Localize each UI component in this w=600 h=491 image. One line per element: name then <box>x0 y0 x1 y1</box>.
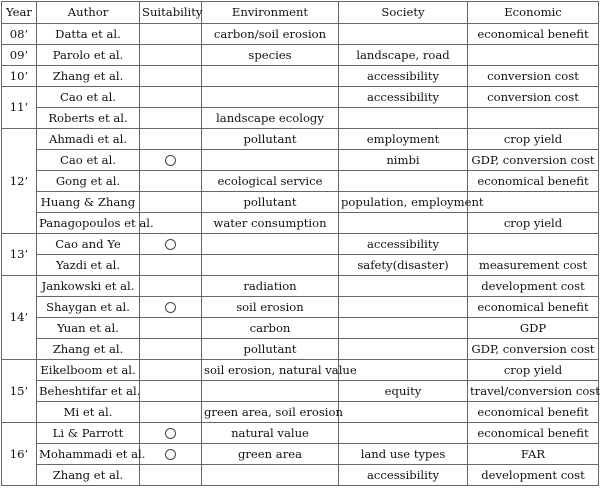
suitability-cell <box>140 465 202 486</box>
environment-cell: pollutant <box>202 339 339 360</box>
header-suitability: Suitability <box>140 2 202 24</box>
environment-cell: soil erosion, natural value <box>202 360 339 381</box>
environment-cell <box>202 87 339 108</box>
table-row <box>2 276 599 297</box>
table-row <box>2 381 599 402</box>
author-cell: Cao et al. <box>37 87 140 108</box>
society-cell <box>339 276 468 297</box>
economic-cell: development cost <box>468 465 599 486</box>
environment-cell: natural value <box>202 423 339 444</box>
society-cell <box>339 318 468 339</box>
year-cell: 11’ <box>2 87 37 129</box>
economic-cell: GDP <box>468 318 599 339</box>
header-environment: Environment <box>202 2 339 24</box>
author-cell: Li & Parrott <box>37 423 140 444</box>
author-cell: Yuan et al. <box>37 318 140 339</box>
table-row <box>2 255 599 276</box>
author-cell: Yazdi et al. <box>37 255 140 276</box>
society-cell: employment <box>339 129 468 150</box>
table-row <box>2 45 599 66</box>
suitability-cell <box>140 276 202 297</box>
author-cell: Panagopoulos et al. <box>37 213 140 234</box>
economic-cell: crop yield <box>468 129 599 150</box>
environment-cell: carbon/soil erosion <box>202 24 339 45</box>
economic-cell: economical benefit <box>468 24 599 45</box>
suitability-cell <box>140 24 202 45</box>
year-cell: 08’ <box>2 24 37 45</box>
suitability-cell <box>140 150 202 171</box>
suitability-cell <box>140 234 202 255</box>
table-row <box>2 66 599 87</box>
society-cell <box>339 360 468 381</box>
economic-cell: economical benefit <box>468 402 599 423</box>
society-cell: land use types <box>339 444 468 465</box>
economic-cell <box>468 192 599 213</box>
environment-cell <box>202 381 339 402</box>
economic-cell: GDP, conversion cost <box>468 150 599 171</box>
environment-cell: green area <box>202 444 339 465</box>
environment-cell: soil erosion <box>202 297 339 318</box>
year-cell: 15’ <box>2 360 37 423</box>
table-row <box>2 360 599 381</box>
society-cell <box>339 297 468 318</box>
suitability-cell <box>140 129 202 150</box>
society-cell <box>339 171 468 192</box>
economic-cell: GDP, conversion cost <box>468 339 599 360</box>
suitability-cell <box>140 444 202 465</box>
economic-cell <box>468 45 599 66</box>
table-row <box>2 339 599 360</box>
author-cell: Mi et al. <box>37 402 140 423</box>
economic-cell: economical benefit <box>468 423 599 444</box>
society-cell: accessibility <box>339 465 468 486</box>
table-row <box>2 108 599 129</box>
table-row <box>2 444 599 465</box>
suitability-cell <box>140 171 202 192</box>
table-row <box>2 465 599 486</box>
society-cell: equity <box>339 381 468 402</box>
society-cell: accessibility <box>339 234 468 255</box>
year-cell: 09’ <box>2 45 37 66</box>
society-cell: accessibility <box>339 87 468 108</box>
table-row <box>2 402 599 423</box>
circle-icon <box>165 155 176 166</box>
society-cell: landscape, road <box>339 45 468 66</box>
table-row <box>2 24 599 45</box>
header-row <box>2 2 599 24</box>
table-body <box>2 24 599 486</box>
environment-cell <box>202 465 339 486</box>
economic-cell: measurement cost <box>468 255 599 276</box>
society-cell: safety(disaster) <box>339 255 468 276</box>
society-cell <box>339 108 468 129</box>
circle-icon <box>165 428 176 439</box>
table-row <box>2 87 599 108</box>
environment-cell: ecological service <box>202 171 339 192</box>
environment-cell: green area, soil erosion <box>202 402 339 423</box>
circle-icon <box>165 449 176 460</box>
author-cell: Huang & Zhang <box>37 192 140 213</box>
table-row <box>2 297 599 318</box>
suitability-cell <box>140 87 202 108</box>
suitability-cell <box>140 339 202 360</box>
suitability-cell <box>140 423 202 444</box>
environment-cell: radiation <box>202 276 339 297</box>
economic-cell: travel/conversion cost <box>468 381 599 402</box>
society-cell: nimbi <box>339 150 468 171</box>
economic-cell: FAR <box>468 444 599 465</box>
economic-cell: conversion cost <box>468 66 599 87</box>
suitability-cell <box>140 45 202 66</box>
author-cell: Gong et al. <box>37 171 140 192</box>
table-row <box>2 129 599 150</box>
circle-icon <box>165 239 176 250</box>
author-cell: Cao and Ye <box>37 234 140 255</box>
suitability-cell <box>140 108 202 129</box>
author-cell: Ahmadi et al. <box>37 129 140 150</box>
suitability-cell <box>140 318 202 339</box>
society-cell <box>339 402 468 423</box>
author-cell: Shaygan et al. <box>37 297 140 318</box>
author-cell: Parolo et al. <box>37 45 140 66</box>
suitability-cell <box>140 402 202 423</box>
year-cell: 12’ <box>2 129 37 234</box>
year-cell: 14’ <box>2 276 37 360</box>
author-cell: Cao et al. <box>37 150 140 171</box>
economic-cell: crop yield <box>468 360 599 381</box>
table-row <box>2 423 599 444</box>
table-row <box>2 213 599 234</box>
header-year: Year <box>2 2 37 24</box>
environment-cell: pollutant <box>202 192 339 213</box>
suitability-cell <box>140 66 202 87</box>
author-cell: Zhang et al. <box>37 66 140 87</box>
economic-cell: economical benefit <box>468 297 599 318</box>
society-cell <box>339 24 468 45</box>
circle-icon <box>165 302 176 313</box>
suitability-cell <box>140 192 202 213</box>
author-cell: Jankowski et al. <box>37 276 140 297</box>
economic-cell <box>468 108 599 129</box>
environment-cell <box>202 150 339 171</box>
environment-cell: carbon <box>202 318 339 339</box>
society-cell <box>339 213 468 234</box>
environment-cell: water consumption <box>202 213 339 234</box>
economic-cell: conversion cost <box>468 87 599 108</box>
author-cell: Eikelboom et al. <box>37 360 140 381</box>
author-cell: Datta et al. <box>37 24 140 45</box>
table-row <box>2 150 599 171</box>
author-cell: Mohammadi et al. <box>37 444 140 465</box>
economic-cell: development cost <box>468 276 599 297</box>
suitability-cell <box>140 255 202 276</box>
header-society: Society <box>339 2 468 24</box>
economic-cell: economical benefit <box>468 171 599 192</box>
author-cell: Zhang et al. <box>37 465 140 486</box>
year-cell: 16’ <box>2 423 37 486</box>
environment-cell <box>202 234 339 255</box>
society-cell: accessibility <box>339 66 468 87</box>
environment-cell <box>202 66 339 87</box>
table-row <box>2 318 599 339</box>
author-cell: Zhang et al. <box>37 339 140 360</box>
year-cell: 13’ <box>2 234 37 276</box>
table-row <box>2 192 599 213</box>
economic-cell <box>468 234 599 255</box>
literature-criteria-table <box>1 1 599 486</box>
environment-cell <box>202 255 339 276</box>
table-row <box>2 234 599 255</box>
society-cell: population, employment <box>339 192 468 213</box>
environment-cell: species <box>202 45 339 66</box>
society-cell <box>339 339 468 360</box>
suitability-cell <box>140 360 202 381</box>
suitability-cell <box>140 381 202 402</box>
suitability-cell <box>140 297 202 318</box>
environment-cell: pollutant <box>202 129 339 150</box>
table-row <box>2 171 599 192</box>
economic-cell: crop yield <box>468 213 599 234</box>
author-cell: Beheshtifar et al. <box>37 381 140 402</box>
header-economic: Economic <box>468 2 599 24</box>
society-cell <box>339 423 468 444</box>
year-cell: 10’ <box>2 66 37 87</box>
environment-cell: landscape ecology <box>202 108 339 129</box>
header-author: Author <box>37 2 140 24</box>
author-cell: Roberts et al. <box>37 108 140 129</box>
